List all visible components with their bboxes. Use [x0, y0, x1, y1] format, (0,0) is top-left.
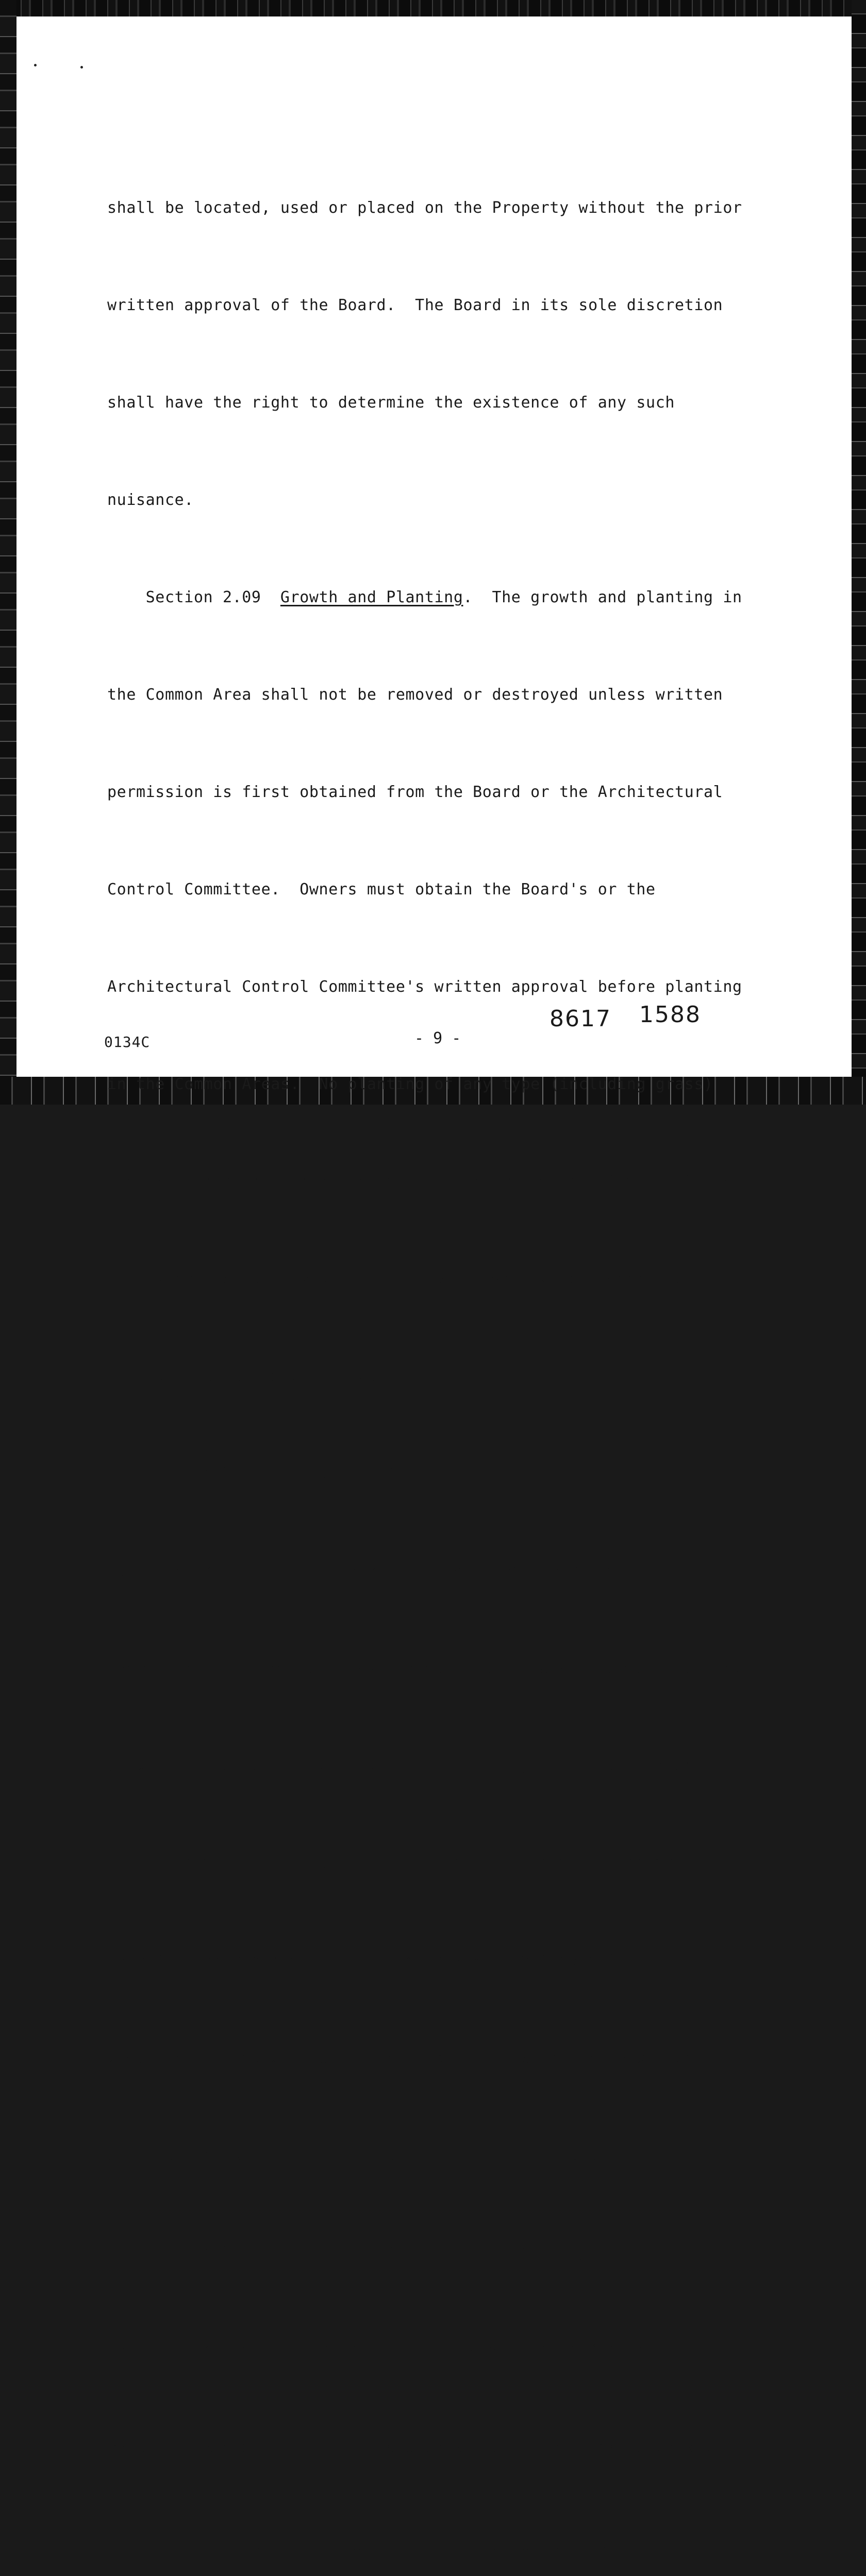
- text-line: nuisance.: [107, 491, 194, 509]
- section-2-11-line: [107, 2236, 777, 2269]
- section-2-10-heading: Violation of Rules: [280, 1465, 454, 1483]
- text-line: Architectural Control Committee's written approval before planting: [107, 978, 742, 996]
- scan-border-right: [852, 0, 866, 1105]
- recording-page-number: 1588: [639, 1002, 701, 1028]
- document-body: [107, 127, 777, 2576]
- recording-book-number: 8617: [549, 1006, 611, 1032]
- text-line: Control Committee. Owners must obtain the Board's or the: [107, 880, 656, 899]
- text-line: use the common Areas, under such conditions as the Board may: [107, 1854, 685, 1872]
- section-2-10-label: Section 2.10: [107, 1465, 280, 1483]
- page-number: - 9 -: [414, 1029, 461, 1047]
- text-line: or a portion of, a common wall.: [107, 1367, 406, 1385]
- text-line: provisions contained herein, suspend the right of such person to: [107, 1757, 723, 1775]
- text-line: that will require irrigation shall be placed within five (5') feet: [107, 1173, 742, 1191]
- text-line: violation. Before invoking any such suspension, the Board shall: [107, 2049, 723, 2067]
- text-line: the Common Area shall not be removed or destroyed unless written: [107, 686, 723, 704]
- section-2-11-heading: Exemption of Developer: [280, 2244, 492, 2262]
- section-2-09-heading: Growth and Planting: [280, 588, 463, 606]
- text-line: specify, for a period not to exceed sixty (60) days for each: [107, 1952, 685, 1970]
- text-line: complete excavation, grading and construction of improvements to: [107, 2438, 723, 2456]
- text-line: in the Common Areas. No planting of any type (including grass): [107, 1075, 713, 1093]
- text-line: family or any licensee, tenant or lessee or invitee violates the: [107, 1562, 723, 1580]
- document-code: 0134C: [104, 1033, 151, 1050]
- section-2-10-text: . If any Owner, his/her: [453, 1465, 685, 1483]
- text-line: any of the Property to resubdivide any Lot or portion of the: [107, 2536, 685, 2554]
- section-2-09-label: Section 2.09: [107, 588, 280, 606]
- text-line: shall have the right to determine the existence of any such: [107, 394, 675, 412]
- scan-speck: [80, 66, 83, 69]
- text-line: give such person notice of hearing before the Board.: [107, 2146, 608, 2164]
- text-line: written approval of the Board. The Board in its sole discretion: [107, 296, 723, 314]
- section-2-09-line: [107, 581, 777, 614]
- text-line: permission is first obtained from the Board or the Architectural: [107, 783, 723, 801]
- scan-border-left: [0, 0, 16, 1105]
- text-line: Declaration shall limit the right of Developer or Declarant to: [107, 2341, 704, 2359]
- section-2-11-text: . Nothing in this: [492, 2244, 665, 2262]
- scan-border-top: [0, 0, 866, 18]
- text-line: Board's rules, the Board may, in addition to any other enforcement: [107, 1659, 742, 1677]
- text-line: shall be located, used or placed on the Property without the prior: [107, 199, 742, 217]
- section-2-10-line: [107, 1458, 777, 1490]
- section-2-09-text: . The growth and planting in: [463, 588, 742, 606]
- scan-speck: [34, 64, 37, 66]
- text-line: of any portion of any building or patio wall which comprises all,: [107, 1270, 732, 1288]
- section-2-11-label: Section 2.11: [107, 2244, 280, 2262]
